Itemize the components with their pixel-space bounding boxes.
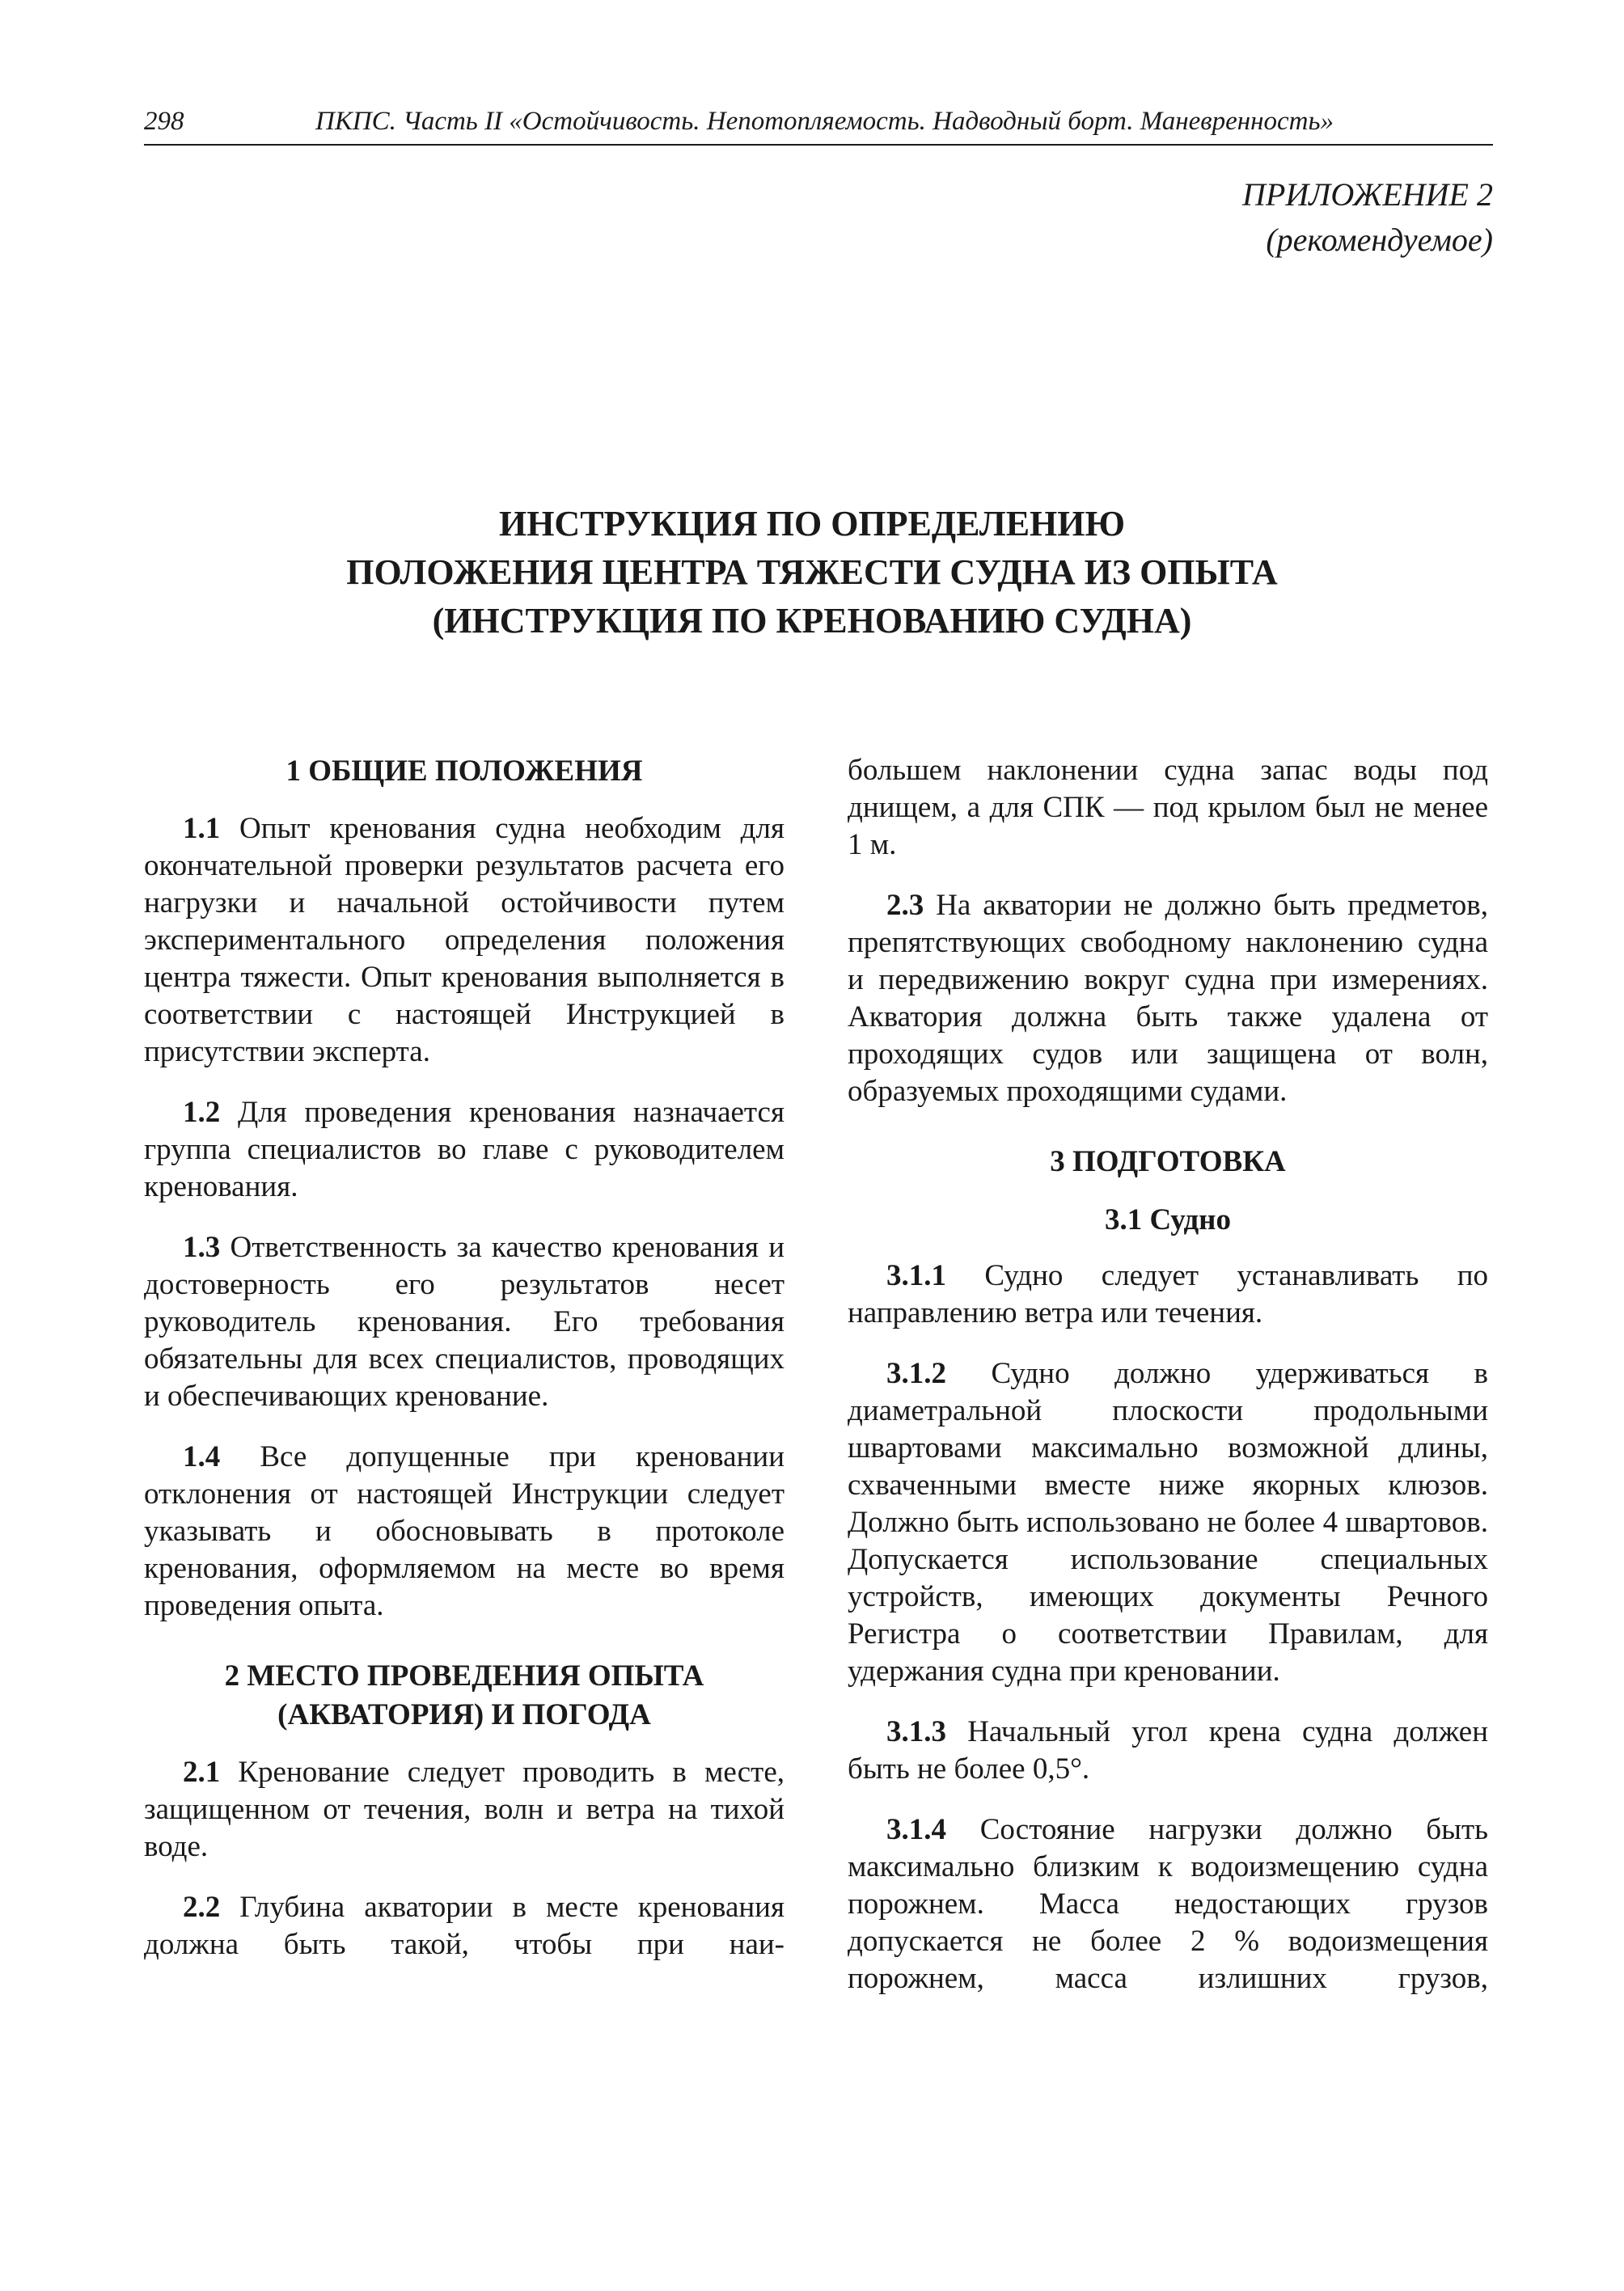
paragraph-1-3 — [144, 1229, 785, 1415]
paragraph-1-1 — [144, 810, 785, 1071]
paragraph-2-2 — [144, 1889, 785, 1963]
paragraph-3-1-1 — [848, 1258, 1488, 1332]
title-line-3: (ИНСТРУКЦИЯ ПО КРЕНОВАНИЮ СУДНА) — [432, 601, 1192, 640]
paragraph-number: 3.1.4 — [886, 1813, 946, 1846]
paragraph-2-2-continued: большем наклонении судна запас воды под днищем, а для СПК — под крылом был не менее 1 м. — [848, 754, 1488, 861]
paragraph-text: Судно должно удерживаться в диаметральной плоскости продольными швартовами максимально возможной длины, схваченными вместе ниже якорных клюзов. Должно быть использовано не более 4 швартовов. Допускается использование специальных устройств, имеющих документы Речного Регистра о соответствии Правилам, для удержания судна при креновании. — [848, 1357, 1489, 1688]
paragraph-2-1 — [144, 1754, 785, 1866]
paragraph-text: На акватории не должно быть предметов, препятствующих свободному наклонению судна и передвижению вокруг судна при измерениях. Акватория должна быть также удалена от проходящих судов или защищена от волн, образуемых проходящими судами. — [848, 889, 1489, 1108]
paragraph-number: 3.1.1 — [886, 1259, 946, 1292]
paragraph-1-4 — [144, 1439, 785, 1625]
section-1-heading: 1 ОБЩИЕ ПОЛОЖЕНИЯ — [285, 755, 643, 788]
section-3-heading: 3 ПОДГОТОВКА — [1050, 1145, 1286, 1178]
paragraph-text: Ответственность за качество кренования и достоверность его результатов несет руководитель кренования. Его требования обязательны для всех специалистов, проводящих и обеспечивающих кренование. — [144, 1231, 785, 1413]
document-title — [0, 500, 1624, 645]
title-line-1: ИНСТРУКЦИЯ ПО ОПРЕДЕЛЕНИЮ — [498, 504, 1126, 543]
paragraph-text: Начальный угол крена судна должен быть не более 0,5°. — [848, 1715, 1489, 1786]
paragraph-text: Глубина акватории в месте кренования должна быть такой, чтобы при наи- — [144, 1891, 785, 1961]
paragraph-text: Опыт кренования судна необходим для окончательной проверки результатов расчета его нагрузки и начальной остойчивости путем экспериментального определения положения центра тяжести. Опыт кренования выполняется в соответствии с настоящей Инструкцией в присутствии эксперта. — [144, 812, 785, 1068]
paragraph-number: 2.2 — [183, 1891, 221, 1924]
paragraph-1-2 — [144, 1094, 785, 1206]
right-column — [848, 752, 1488, 2021]
subsection-3-1-heading: 3.1 Судно — [1104, 1203, 1231, 1236]
running-header — [144, 104, 1493, 146]
paragraph-number: 1.4 — [183, 1440, 221, 1473]
paragraph-3-1-2 — [848, 1355, 1488, 1690]
appendix-number: ПРИЛОЖЕНИЕ 2 — [1242, 176, 1493, 213]
paragraph-text: Судно следует устанавливать по направлению ветра или течения. — [848, 1259, 1489, 1329]
paragraph-text: Для проведения кренования назначается группа специалистов во главе с руководителем кренования. — [144, 1096, 785, 1203]
paragraph-3-1-4 — [848, 1811, 1488, 1997]
title-line-2: ПОЛОЖЕНИЯ ЦЕНТРА ТЯЖЕСТИ СУДНА ИЗ ОПЫТА — [346, 552, 1278, 592]
section-2-heading — [144, 1657, 785, 1735]
page-number: 298 — [144, 107, 184, 136]
paragraph-number: 1.3 — [183, 1231, 221, 1264]
paragraph-number: 1.1 — [183, 812, 221, 845]
paragraph-number: 2.1 — [183, 1756, 221, 1789]
appendix-label — [1242, 172, 1493, 263]
appendix-note: (рекомендуемое) — [1266, 222, 1493, 258]
paragraph-number: 2.3 — [886, 889, 924, 922]
paragraph-number: 3.1.3 — [886, 1715, 946, 1748]
paragraph-number: 1.2 — [183, 1096, 221, 1129]
left-column — [144, 752, 785, 1987]
section-2-heading-line-1: 2 МЕСТО ПРОВЕДЕНИЯ ОПЫТА — [224, 1659, 704, 1693]
paragraph-2-3 — [848, 887, 1488, 1110]
paragraph-text: Состояние нагрузки должно быть максимально близким к водоизмещению судна порожнем. Масса недостающих грузов допускается не более 2 % водоизмещения порожнем, масса излишних грузов, — [848, 1813, 1488, 1995]
paragraph-3-1-3 — [848, 1714, 1488, 1788]
section-2-heading-line-2: (АКВАТОРИЯ) И ПОГОДА — [277, 1698, 651, 1731]
header-title: ПКПС. Часть II «Остойчивость. Непотопляемость. Надводный борт. Маневренность» — [315, 107, 1334, 136]
paragraph-text: Кренование следует проводить в месте, защищенном от течения, волн и ветра на тихой воде. — [144, 1756, 785, 1863]
paragraph-number: 3.1.2 — [886, 1357, 946, 1390]
paragraph-text: Все допущенные при креновании отклонения от настоящей Инструкции следует указывать и обосновывать в протоколе кренования, оформляемом на месте во время проведения опыта. — [144, 1440, 785, 1622]
